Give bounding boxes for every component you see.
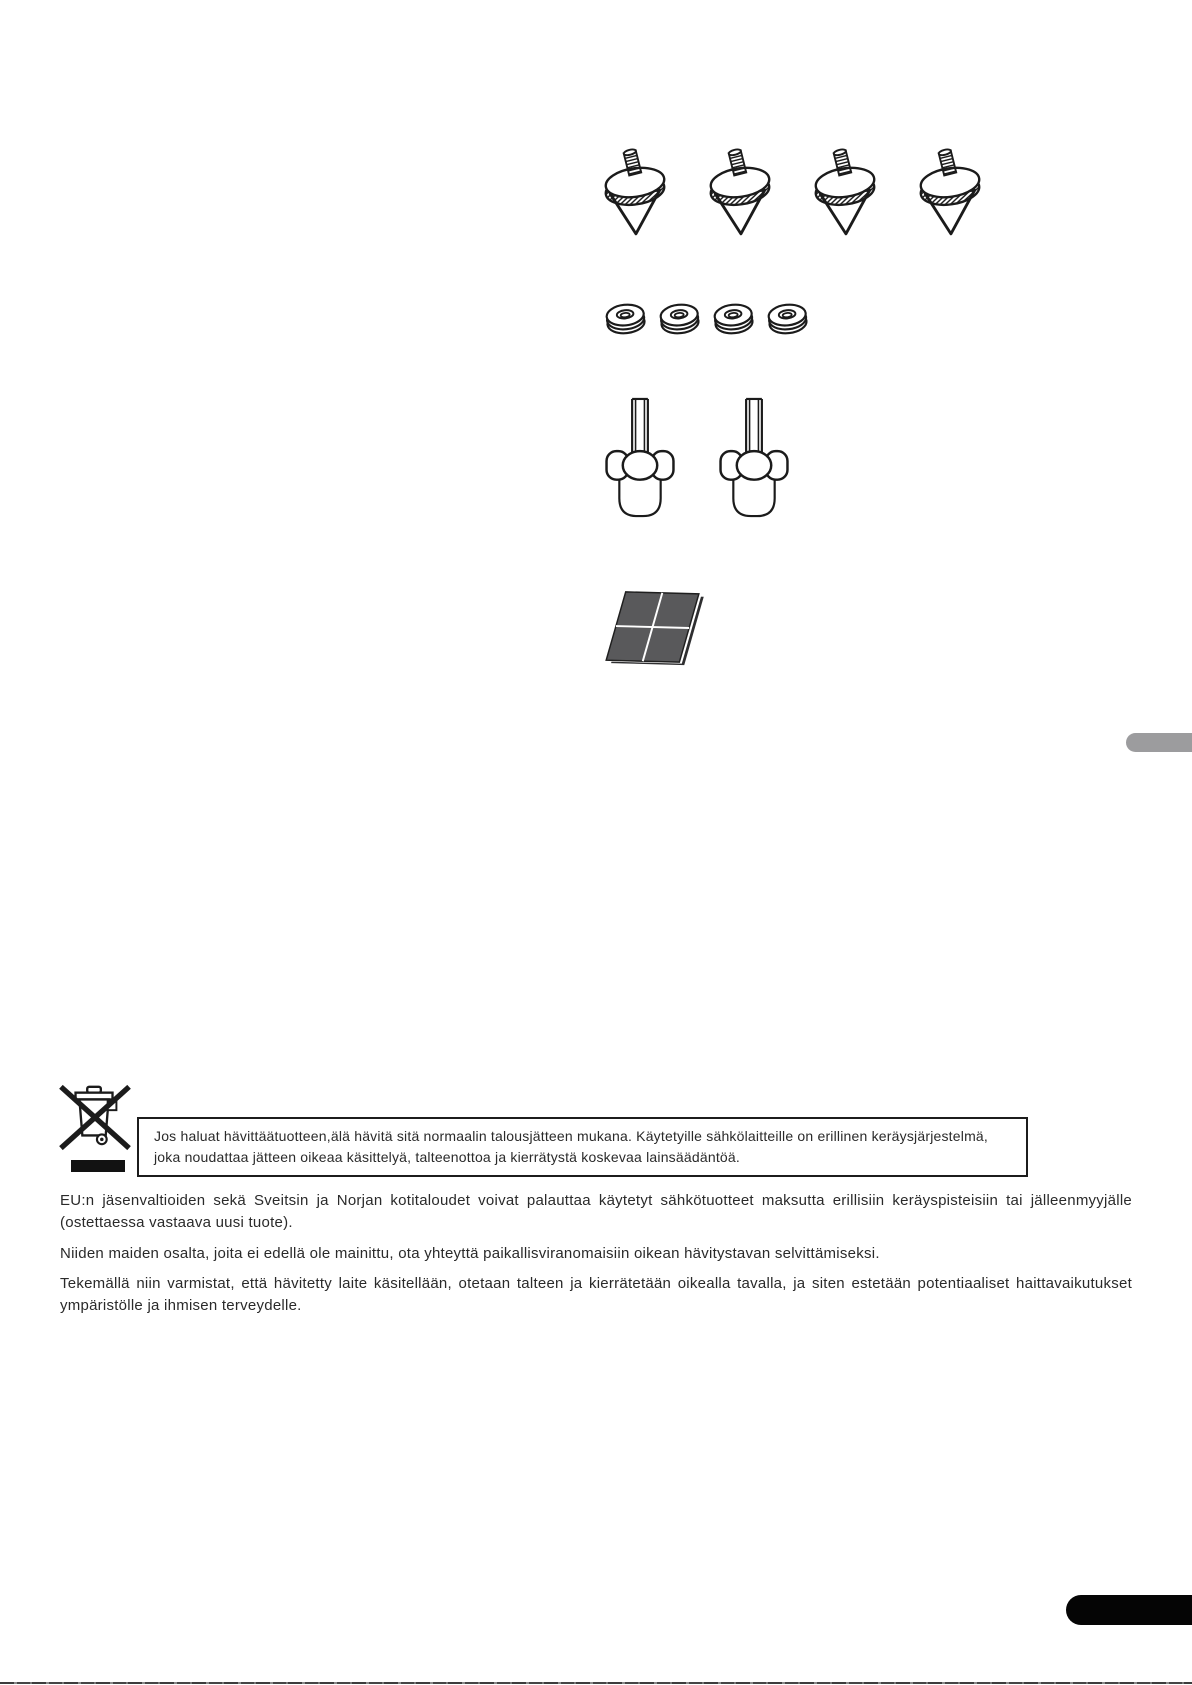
spike-foot-icon	[912, 148, 988, 238]
weee-crossed-out-wheelie-bin-icon	[56, 1080, 134, 1152]
disposal-notice-text: Jos haluat hävittäätuotteen,älä hävitä sitä normaalin talousjätteen mukana. Käytetyille sähkölaitteille on erillinen keräysjärjestelmä, joka noudattaa jätteen oikeaa käsittelyä, talteenottoa ja kierrätystä koskevaa lainsäädäntöä.	[154, 1128, 989, 1165]
screws-illustration	[603, 396, 791, 522]
page-edge-tab-black	[1066, 1595, 1192, 1625]
spike-washer-icon	[603, 299, 648, 337]
spike-feet-illustration	[597, 148, 988, 238]
spike-washer-icon	[657, 299, 702, 337]
disposal-notice-box	[137, 1117, 1028, 1177]
spike-washer-icon	[711, 299, 756, 337]
non-slip-pad-sheet-icon	[602, 588, 706, 668]
page-edge-tab-gray	[1126, 733, 1192, 752]
weee-symbol	[56, 1080, 136, 1172]
spike-foot-icon	[597, 148, 673, 238]
disposal-paragraph-eu: EU:n jäsenvaltioiden sekä Sveitsin ja Norjan kotitaloudet voivat palauttaa käytetyt sähkötuotteet maksutta erillisiin keräyspisteisiin tai jälleenmyyjälle (ostettaessa vastaava uusi tuote).	[60, 1192, 1132, 1231]
disposal-paragraph-benefit: Tekemällä niin varmistat, että hävitetty laite käsitellään, otetaan talteen ja kierrätetään oikealla tavalla, ja siten estetään potentiaaliset haittavaikutukset ympäristölle ja ihmisen terveydelle.	[60, 1275, 1132, 1314]
weee-black-bar	[71, 1160, 125, 1172]
screw-icon	[717, 396, 791, 522]
page-bottom-edge	[0, 1682, 1192, 1684]
disposal-paragraph-other-countries: Niiden maiden osalta, joita ei edellä ole mainittu, ota yhteyttä paikallisviranomaisiin oikean hävitystavan selvittämiseksi.	[60, 1244, 880, 1262]
spike-foot-icon	[702, 148, 778, 238]
disposal-paragraphs	[60, 1190, 1132, 1326]
spike-washer-icon	[765, 299, 810, 337]
non-slip-pad-sheet-illustration	[602, 588, 706, 668]
screw-icon	[603, 396, 677, 522]
spike-foot-icon	[807, 148, 883, 238]
spike-washers-illustration	[603, 299, 810, 337]
